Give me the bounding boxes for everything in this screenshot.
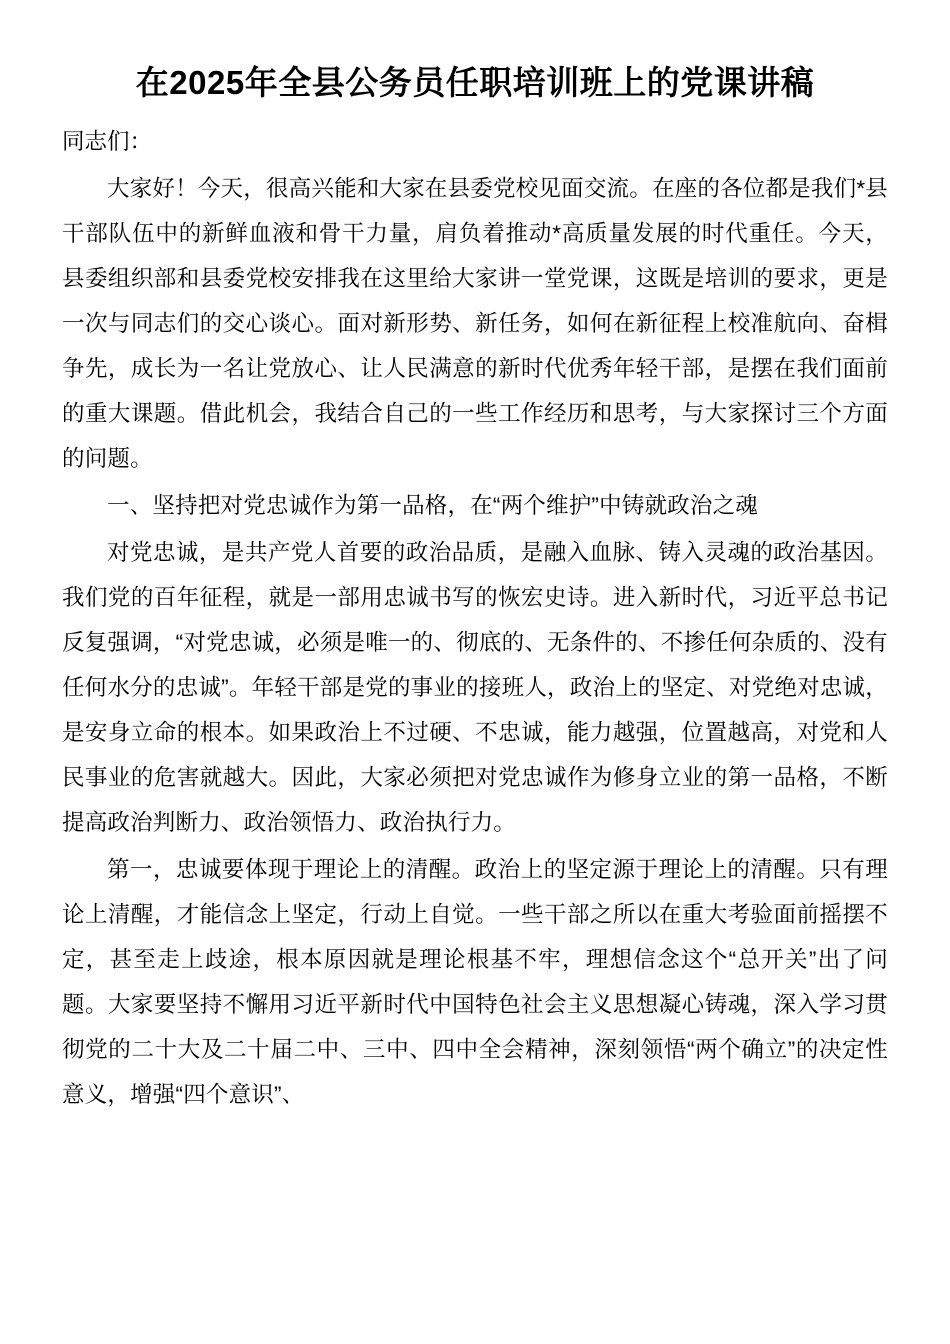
paragraph-3: 第一，忠诚要体现于理论上的清醒。政治上的坚定源于理论上的清醒。只有理论上清醒，才能信念上坚定，行动上自觉。一些干部之所以在重大考验面前摇摆不定，甚至走上歧途，根本原因就是理论根基不牢，理想信念这个“总开关”出了问题。大家要坚持不懈用习近平新时代中国特色社会主义思想凝心铸魂，深入学习贯彻党的二十大及二十届二中、三中、四中全会精神，深刻领悟“两个确立”的决定性意义，增强“四个意识”、 bbox=[62, 857, 888, 1107]
paragraph-2: 对党忠诚，是共产党人首要的政治品质，是融入血脉、铸入灵魂的政治基因。我们党的百年征程，就是一部用忠诚书写的恢宏史诗。进入新时代，习近平总书记反复强调，“对党忠诚，必须是唯一的、彻底的、无条件的、不掺任何杂质的、没有任何水分的忠诚”。年轻干部是党的事业的接班人，政治上的坚定、对党绝对忠诚，是安身立命的根本。如果政治上不过硬、不忠诚，能力越强，位置越高，对党和人民事业的危害就越大。因此，大家必须把对党忠诚作为修身立业的第一品格，不断提高政治判断力、政治领悟力、政治执行力。 bbox=[62, 540, 888, 835]
paragraph-1: 大家好！今天，很高兴能和大家在县委党校见面交流。在座的各位都是我们*县干部队伍中的新鲜血液和骨干力量，肩负着推动*高质量发展的时代重任。今天，县委组织部和县委党校安排我在这里给大家讲一堂党课，这既是培训的要求，更是一次与同志们的交心谈心。面对新形势、新任务，如何在新征程上校准航向、奋楫争先，成长为一名让党放心、让人民满意的新时代优秀年轻干部，是摆在我们面前的重大课题。借此机会，我结合自己的一些工作经历和思考，与大家探讨三个方面的问题。 bbox=[62, 176, 888, 471]
salutation: 同志们： bbox=[62, 129, 153, 154]
page-title: 在2025年全县公务员任职培训班上的党课讲稿 bbox=[135, 64, 815, 101]
section-heading-1: 一、坚持把对党忠诚作为第一品格，在“两个维护”中铸就政治之魂 bbox=[107, 493, 758, 518]
